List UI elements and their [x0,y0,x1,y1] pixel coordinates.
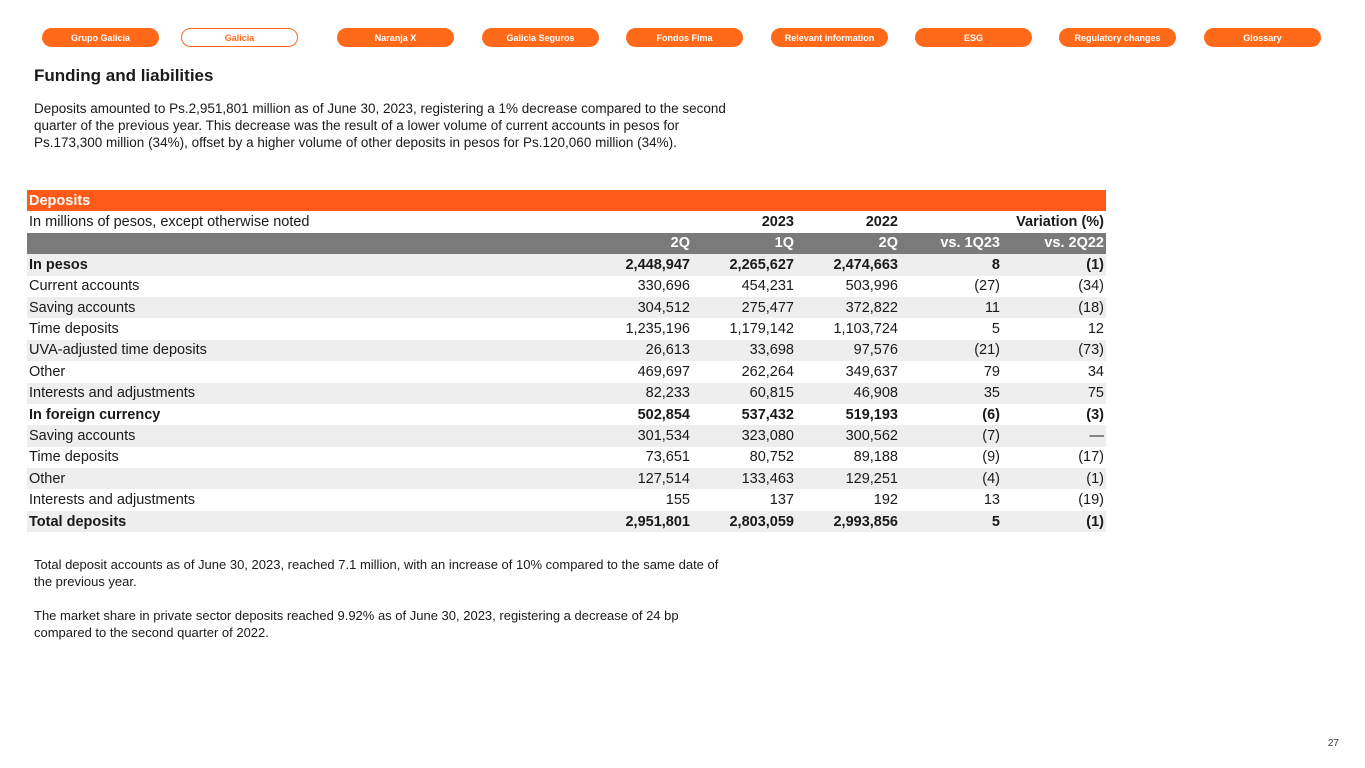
note-deposit-accounts: Total deposit accounts as of June 30, 2023, reached 7.1 million, with an increase of 10% compared to the same date of the previous year. [34,557,719,589]
cell-value: 5 [991,321,1000,338]
cell-value: 12 [1087,321,1104,338]
cell-value: 192 [873,492,898,509]
cell-value: 262,264 [741,363,794,380]
row-label: Other [29,363,66,380]
column-header: vs. 1Q23 [900,233,1002,254]
cell-value: 275,477 [692,297,796,318]
cell-value: 323,080 [692,425,796,446]
row-label: Other [27,468,467,489]
cell-value: 372,822 [796,297,900,318]
cell-value: 301,534 [467,425,692,446]
row-label: Time deposits [29,321,119,338]
cell-value: 129,251 [796,468,900,489]
cell-value: 89,188 [853,449,898,466]
cell-value: 1,179,142 [729,321,794,338]
cell-value: 155 [665,492,690,509]
cell-value: (6) [982,406,1000,423]
year-2023-header: 2023 [761,214,794,231]
column-header: 1Q [692,233,796,254]
variation-header: Variation (%) [1016,214,1104,231]
year-2022-header: 2022 [865,214,898,231]
row-label: Total deposits [27,511,467,532]
table-row [27,276,1106,297]
cell-value: 5 [900,511,1002,532]
table-row [27,489,1106,510]
cell-value: (1) [1002,254,1106,275]
column-header: 2Q [467,233,692,254]
column-header: vs. 2Q22 [1002,233,1106,254]
row-label: Saving accounts [27,297,467,318]
cell-value: 1,103,724 [833,321,898,338]
cell-value: (18) [1002,297,1106,318]
cell-value: (9) [982,449,1000,466]
row-label: Saving accounts [27,425,467,446]
deposits-table [27,190,1106,532]
table-subtitle: In millions of pesos, except otherwise noted [29,214,310,231]
cell-value: 60,815 [692,383,796,404]
cell-value: 33,698 [692,340,796,361]
note-market-share: The market share in private sector deposits reached 9.92% as of June 30, 2023, registering a decrease of 24 bp compared to the second quarter of 2022. [34,608,679,640]
cell-value: (1) [1002,511,1106,532]
page-title: Funding and liabilities [34,66,214,85]
tab-esg[interactable]: ESG [915,28,1032,47]
cell-value: 80,752 [749,449,794,466]
row-label: In pesos [27,254,467,275]
tab-relevant-information[interactable]: Relevant information [771,28,888,47]
cell-value: 34 [1087,363,1104,380]
table-row [27,254,1106,275]
cell-value: 519,193 [845,406,898,423]
table-row [27,404,1106,425]
cell-value: 2,803,059 [692,511,796,532]
table-title-row [27,190,1106,211]
cell-value: (3) [1086,406,1104,423]
cell-value: 349,637 [845,363,898,380]
cell-value: 503,996 [845,278,898,295]
tab-galicia-seguros[interactable]: Galicia Seguros [482,28,599,47]
cell-value: 2,265,627 [692,254,796,275]
table-row [27,468,1106,489]
cell-value: (17) [1078,449,1104,466]
column-header: 2Q [796,233,900,254]
row-label: Interests and adjustments [27,383,467,404]
table-row [27,318,1106,339]
tab-naranja-x[interactable]: Naranja X [337,28,454,47]
table-row [27,340,1106,361]
cell-value: 82,233 [467,383,692,404]
tab-fondos-fima[interactable]: Fondos Fima [626,28,743,47]
section-nav [42,28,1321,47]
cell-value: (34) [1078,278,1104,295]
cell-value: 13 [983,492,1000,509]
cell-value: 502,854 [637,406,690,423]
cell-value: (1) [1002,468,1106,489]
tab-galicia[interactable]: Galicia [181,28,298,47]
cell-value: 8 [900,254,1002,275]
table-row [27,447,1106,468]
cell-value: 2,951,801 [467,511,692,532]
cell-value: 137 [769,492,794,509]
row-label: Interests and adjustments [29,492,196,509]
cell-value: 469,697 [637,363,690,380]
cell-value: (7) [900,425,1002,446]
cell-value: 97,576 [796,340,900,361]
table-year-row [27,211,1106,232]
row-label: UVA-adjusted time deposits [27,340,467,361]
cell-value: 2,474,663 [796,254,900,275]
cell-value: (19) [1078,492,1104,509]
page-number: 27 [1327,738,1339,749]
row-label: Time deposits [29,449,119,466]
table-title: Deposits [27,190,1106,211]
cell-value: 79 [983,363,1000,380]
cell-value: 1,235,196 [625,321,690,338]
table-row [27,297,1106,318]
cell-value: 26,613 [467,340,692,361]
tab-glossary[interactable]: Glossary [1204,28,1321,47]
cell-value: 127,514 [467,468,692,489]
cell-value: 330,696 [637,278,690,295]
cell-value: 537,432 [741,406,794,423]
table-row [27,361,1106,382]
cell-value: (73) [1002,340,1106,361]
cell-value: — [1002,425,1106,446]
notes [34,556,734,658]
cell-value: 35 [900,383,1002,404]
table-column-header-row [27,233,1106,254]
cell-value: (4) [900,468,1002,489]
row-label: In foreign currency [29,406,161,423]
cell-value: 75 [1002,383,1106,404]
cell-value: 73,651 [645,449,690,466]
tab-regulatory-changes[interactable]: Regulatory changes [1059,28,1176,47]
row-label: Current accounts [29,278,140,295]
cell-value: 46,908 [796,383,900,404]
cell-value: 133,463 [692,468,796,489]
cell-value: 11 [900,297,1002,318]
cell-value: 300,562 [796,425,900,446]
cell-value: (27) [974,278,1000,295]
tab-grupo-galicia[interactable]: Grupo Galicia [42,28,159,47]
cell-value: 2,993,856 [796,511,900,532]
table-row [27,511,1106,532]
cell-value: 2,448,947 [467,254,692,275]
intro-paragraph: Deposits amounted to Ps.2,951,801 million as of June 30, 2023, registering a 1% decrease compared to the second quarter of the previous year. This decrease was the result of a lower volume of current accounts in pesos for Ps.173,300 million (34%), offset by a higher volume of other deposits in pesos for Ps.120,060 million (34%). [34,101,726,150]
cell-value: 304,512 [467,297,692,318]
cell-value: (21) [900,340,1002,361]
cell-value: 454,231 [741,278,794,295]
table-row [27,383,1106,404]
table-row [27,425,1106,446]
